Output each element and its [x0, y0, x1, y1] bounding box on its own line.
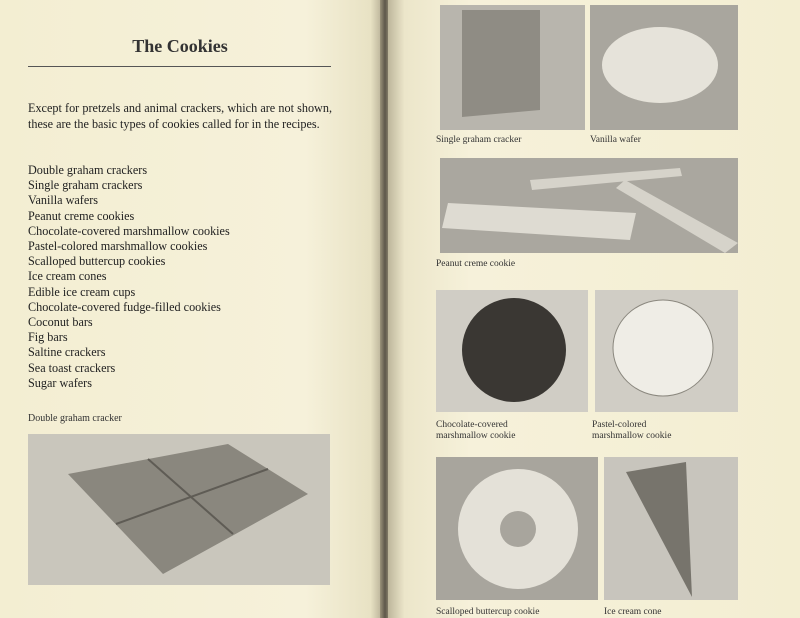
list-item: Vanilla wafers — [28, 193, 99, 208]
pastel-marshmallow-photo — [595, 290, 738, 412]
chocolate-marshmallow-image — [436, 290, 588, 412]
right-page — [388, 0, 800, 618]
double-graham-caption: Double graham cracker — [28, 413, 122, 424]
vanilla-wafer-photo — [590, 5, 738, 130]
caption-line: Chocolate-covered — [436, 420, 508, 430]
buttercup-photo — [436, 457, 598, 600]
list-item: Chocolate-covered fudge-filled cookies — [28, 299, 221, 314]
double-graham-photo — [28, 434, 330, 585]
caption-vanilla-wafer: Vanilla wafer — [590, 135, 641, 145]
page-title: The Cookies — [132, 36, 228, 56]
list-item: Peanut creme cookies — [28, 208, 135, 223]
list-item: Edible ice cream cups — [28, 284, 136, 299]
list-item: Ice cream cones — [28, 269, 107, 284]
list-item: Coconut bars — [28, 315, 93, 330]
graham-cracker-image — [28, 434, 330, 585]
intro-paragraph: Except for pretzels and animal crackers, which are not shown, these are the basic types of cookies called for in the recipes. — [28, 101, 332, 131]
buttercup-image — [436, 457, 598, 600]
caption-single-graham: Single graham cracker — [436, 135, 522, 145]
caption-peanut-creme: Peanut creme cookie — [436, 259, 516, 269]
caption-pastel-marshmallow — [592, 420, 671, 442]
list-item: Fig bars — [28, 330, 68, 345]
list-item: Scalloped buttercup cookies — [28, 254, 166, 269]
left-page — [0, 0, 382, 618]
caption-buttercup: Scalloped buttercup cookie — [436, 607, 540, 617]
caption-line: marshmallow cookie — [592, 431, 672, 441]
list-item: Sugar wafers — [28, 375, 92, 390]
chocolate-marshmallow-photo — [436, 290, 588, 412]
list-item: Saltine crackers — [28, 345, 106, 360]
title-rule — [28, 66, 331, 67]
graham-cracker-image — [440, 5, 585, 130]
peanut-creme-photo — [440, 158, 738, 253]
list-item: Double graham crackers — [28, 163, 148, 177]
caption-line: marshmallow cookie — [436, 431, 516, 441]
ice-cream-cone-image — [604, 457, 738, 600]
caption-line: Pastel-colored — [592, 420, 647, 430]
list-item: Single graham crackers — [28, 178, 143, 193]
pastel-marshmallow-image — [595, 290, 738, 412]
ice-cream-cone-photo — [604, 457, 738, 600]
vanilla-wafer-image — [590, 5, 738, 130]
caption-chocolate-marshmallow — [436, 420, 515, 442]
list-item: Chocolate-covered marshmallow cookies — [28, 223, 230, 238]
list-item: Sea toast crackers — [28, 360, 116, 375]
list-item: Pastel-colored marshmallow cookies — [28, 239, 208, 254]
caption-ice-cream-cone: Ice cream cone — [604, 607, 662, 617]
cookie-list — [28, 163, 230, 391]
peanut-creme-image — [440, 158, 738, 253]
single-graham-photo — [440, 5, 585, 130]
